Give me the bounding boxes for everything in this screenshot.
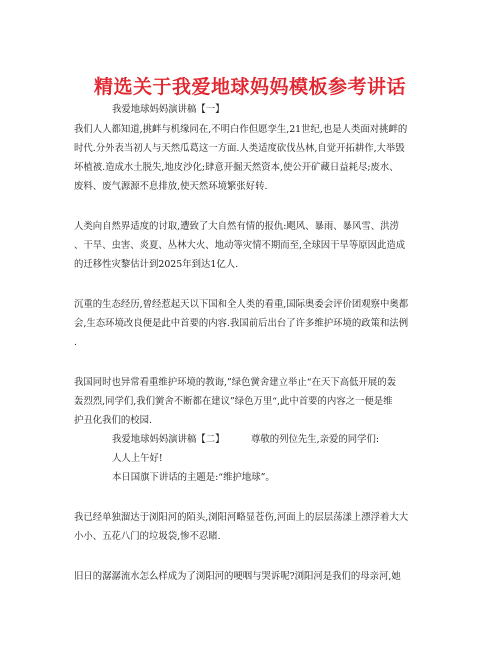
paragraph-1-line: 废料、废气源源不息排放,使天然环境繁张好转. — [74, 181, 268, 192]
paragraph-4-line: 轰烈烈,同学们,我们黉舍不断都在建议”绿色万里“,此中首要的内容之一便是维 — [74, 396, 393, 407]
topic-line: 本日国旗下讲话的主题是:“维护地球”。 — [112, 472, 275, 483]
greeting-line: 人人上午好! — [112, 453, 163, 464]
paragraph-3-line: 会,生态环境改良便是此中首要的内容.我国前后出台了许多维护环境的政策和法例 — [74, 318, 409, 329]
paragraph-2-line: 、干旱、虫害、炎夏、丛林大火、地动等灾情不期而至,全球因干旱等原因此造成 — [74, 240, 406, 251]
document-title: 精选关于我爱地球妈妈模板参考讲话 — [93, 76, 406, 98]
paragraph-1-line: 坏植被.造成水土脱失,地皮沙化;肆意开掘天然资本,使公开矿藏日益耗尽;废水、 — [74, 162, 399, 173]
paragraph-5-line: 小小、五花八门的垃圾袋,惨不忍睹. — [74, 531, 221, 542]
paragraph-2-line: 的迁移性灾黎估计到2025年到达1亿人. — [74, 259, 239, 270]
speech2-salutation: 尊敬的列位先生,亲爱的同学们: — [251, 434, 380, 445]
paragraph-1-line: 我们人人都知道,挑衅与机缘同在,不明白作但愿孪生,21世纪,也是人类面对挑衅的 — [74, 124, 408, 135]
paragraph-5-line: 我已经单独溜达于浏阳河的陌头,浏阳河略显苍伤,河面上的层层荡漾上漂浮着大大 — [74, 512, 409, 523]
paragraph-3-line: . — [74, 337, 77, 348]
paragraph-4-line: 护丑化我们的校园. — [74, 415, 152, 426]
paragraph-2-line: 人类向自然界适度的讨取,遭致了大自然有情的报仇:飓风、暴雨、暴风雪、洪涝 — [74, 221, 399, 232]
paragraph-3-line: 沉重的生态经历,曾经惹起天以下国和全人类的看重,国际奥委会评价团观察中奥都 — [74, 299, 409, 310]
speech2-heading: 我爱地球妈妈演讲稿【二】 — [112, 434, 225, 445]
paragraph-6-line: 旧日的潺潺流水怎么样成为了浏阳河的哽咽与哭诉呢?浏阳河是我们的母亲河,她 — [74, 571, 401, 582]
paragraph-4-line: 我国同时也异常看重维护环境的教诲,”绿色黉舍建立举止“在天下高低开展的轰 — [74, 377, 396, 388]
speech1-heading: 我爱地球妈妈演讲稿【一】 — [112, 104, 225, 115]
paragraph-1-line: 时代.分外表当初人与天然瓜葛这一方面.人类适度砍伐丛林,自觉开拓耕作,大举毁 — [74, 143, 405, 154]
